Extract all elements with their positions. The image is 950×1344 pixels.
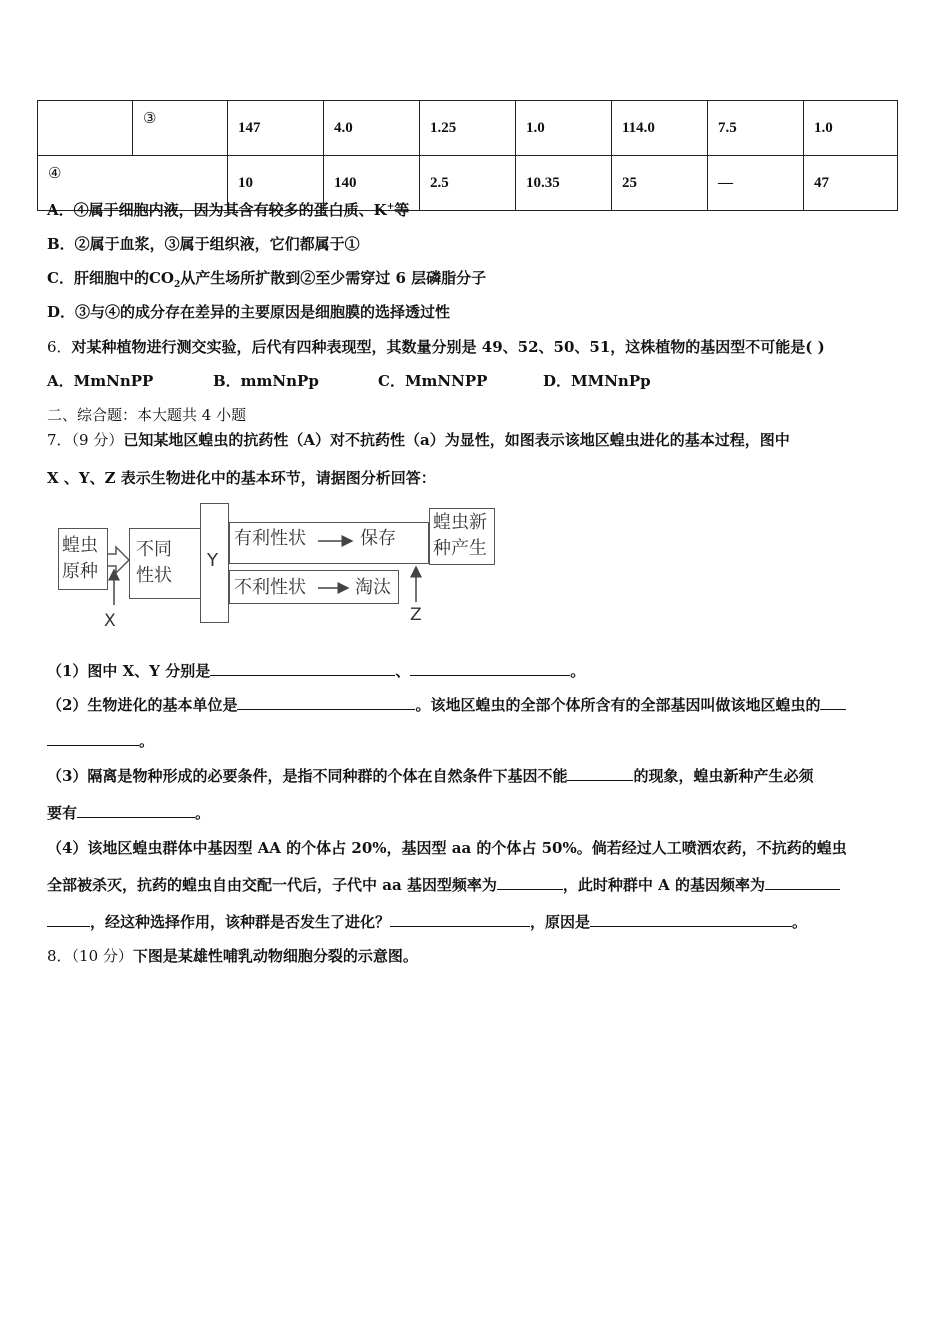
- table-cell: —: [708, 156, 804, 211]
- label-keep: 保存: [360, 528, 396, 549]
- question-7-line2: X 、Y、Z 表示生物进化中的基本环节，请据图分析回答：: [47, 469, 436, 487]
- answer-blank[interactable]: [77, 803, 195, 818]
- hollow-arrow: [108, 547, 129, 573]
- table-cell: 2.5: [420, 156, 516, 211]
- label-original-species-1: 蝗虫: [62, 535, 98, 556]
- q6-option-b: B．mmNnPp: [213, 372, 319, 390]
- answer-blank[interactable]: [237, 695, 415, 710]
- label-new-species-1: 蝗虫新: [433, 512, 487, 533]
- label-traits-1: 不同: [136, 539, 172, 560]
- q7-part3-cont: 要有 。: [47, 804, 211, 822]
- q7-part2-cont: 。: [47, 730, 154, 751]
- option-b: B．②属于血浆，③属于组织液，它们都属于①: [47, 235, 360, 253]
- answer-blank[interactable]: [497, 875, 563, 890]
- table-cell: 10: [228, 156, 324, 211]
- table-cell: ③: [133, 101, 228, 156]
- answer-blank[interactable]: [47, 731, 139, 746]
- label-x: X: [104, 611, 116, 631]
- q7-part4: （4）该地区蝗虫群体中基因型 AA 的个体占 20%，基因型 aa 的个体占 50%。倘若经过人工喷洒农药，不抗药的蝗虫: [47, 839, 847, 857]
- question-8: 8．（10 分）下图是某雄性哺乳动物细胞分裂的示意图。: [47, 947, 418, 965]
- answer-blank[interactable]: [567, 766, 633, 781]
- option-a: A．④属于细胞内液，因为其含有较多的蛋白质、K+等: [47, 201, 410, 219]
- label-y: Y: [207, 550, 218, 571]
- label-new-species-2: 种产生: [433, 538, 487, 559]
- label-original-species-2: 原种: [62, 561, 98, 582]
- q6-option-c: C．MmNNPP: [378, 372, 488, 390]
- q6-option-d: D．MMNnPp: [543, 372, 651, 390]
- table-cell: 4.0: [324, 101, 420, 156]
- table-cell: 1.25: [420, 101, 516, 156]
- q7-part3: （3）隔离是物种形成的必要条件，是指不同种群的个体在自然条件下基因不能 的现象，蝗虫新种产生必须: [47, 767, 814, 785]
- label-z: Z: [410, 605, 422, 625]
- q6-option-a: A．MmNnPP: [47, 372, 154, 390]
- q7-part4-line3: ，经这种选择作用，该种群是否发生了进化？ ，原因是 。: [47, 911, 807, 932]
- label-eliminate: 淘汰: [355, 577, 391, 598]
- answer-blank[interactable]: [210, 661, 395, 676]
- section-heading: 二、综合题：本大题共 4 小题: [47, 406, 247, 424]
- q7-part2: （2）生物进化的基本单位是 。该地区蝗虫的全部个体所含有的全部基因叫做该地区蝗虫的: [47, 694, 846, 715]
- table-cell: 140: [324, 156, 420, 211]
- answer-blank[interactable]: [820, 695, 846, 710]
- q7-part4-line2: 全部被杀灭，抗药的蝗虫自由交配一代后，子代中 aa 基因型频率为 ，此时种群中 A 的基因频率为: [47, 874, 840, 895]
- q7-part1: （1）图中 X、Y 分别是 、 。: [47, 662, 586, 680]
- answer-blank[interactable]: [47, 912, 90, 927]
- label-favorable: 有利性状: [234, 528, 306, 549]
- table-cell: 1.0: [516, 101, 612, 156]
- option-c: C．肝细胞中的$CO_2$从产生场所扩散到②至少需穿过 6 层磷脂分子: [47, 269, 487, 290]
- answer-blank[interactable]: [390, 912, 530, 927]
- table-cell: 147: [228, 101, 324, 156]
- table-cell: 47: [804, 156, 898, 211]
- label-traits-2: 性状: [136, 565, 172, 586]
- answer-blank[interactable]: [410, 661, 570, 676]
- table-cell: 25: [612, 156, 708, 211]
- label-unfavorable: 不利性状: [234, 577, 306, 598]
- table-cell: 7.5: [708, 101, 804, 156]
- answer-blank[interactable]: [590, 912, 792, 927]
- table-cell: 10.35: [516, 156, 612, 211]
- question-7: 7．（9 分）已知某地区蝗虫的抗药性（A）对不抗药性（a）为显性，如图表示该地区蝗虫进化的基本过程，图中: [47, 431, 790, 449]
- table-cell: 114.0: [612, 101, 708, 156]
- table-cell: ④: [38, 156, 228, 211]
- table-cell: 1.0: [804, 101, 898, 156]
- question-6: 6．对某种植物进行测交实验，后代有四种表现型，其数量分别是 49、52、50、51，这株植物的基因型不可能是( ): [47, 338, 825, 356]
- answer-blank[interactable]: [765, 875, 840, 890]
- option-d: D．③与④的成分存在差异的主要原因是细胞膜的选择透过性: [47, 303, 451, 321]
